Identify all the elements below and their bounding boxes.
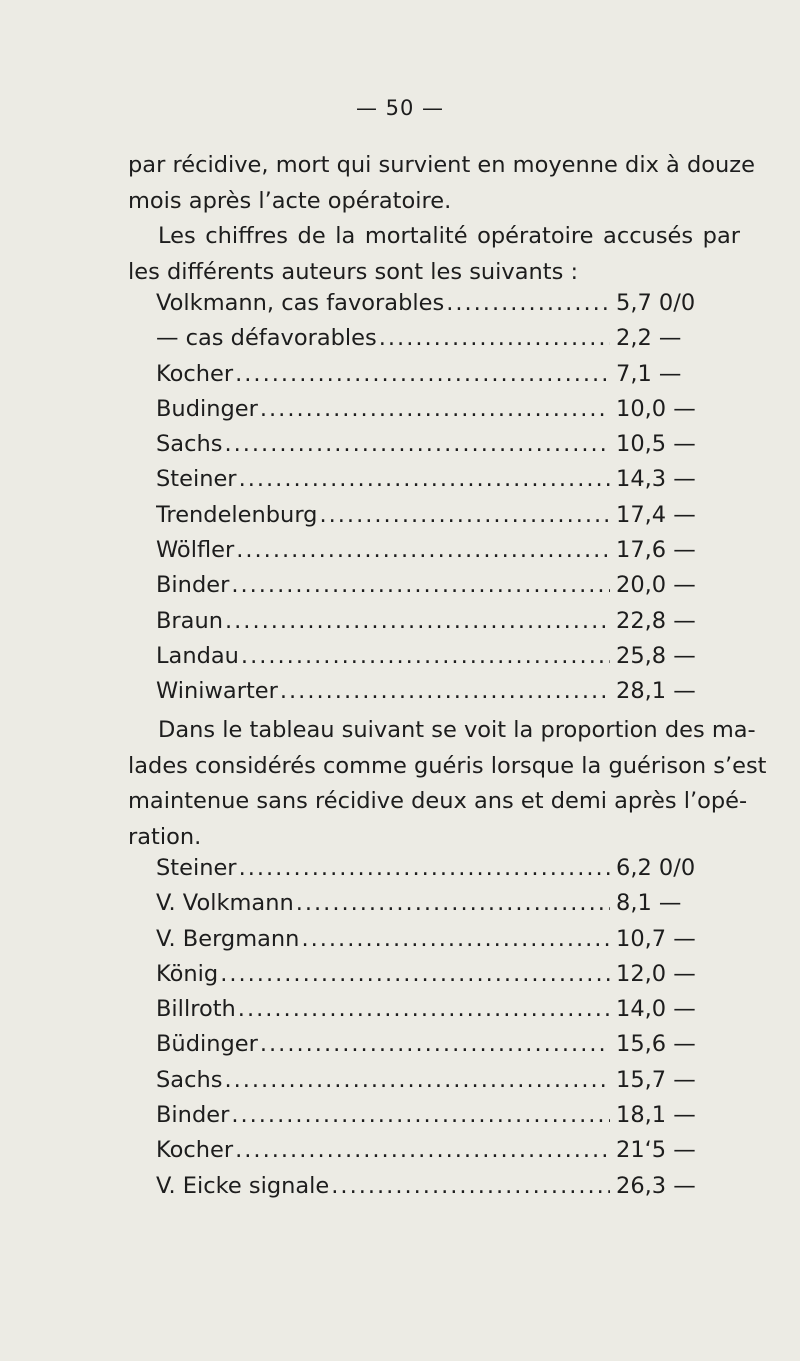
dot-leader: [260, 396, 610, 422]
table-row: [156, 890, 736, 925]
table-row: [156, 325, 736, 360]
percentage-value: 7,1 —: [616, 360, 682, 387]
mortality-table: [156, 290, 736, 714]
percentage-value: 17,4 —: [616, 501, 696, 528]
table-row: [156, 608, 736, 643]
dot-leader: [235, 1137, 610, 1163]
author-name: Sachs: [156, 431, 223, 458]
author-name: Landau: [156, 642, 239, 669]
dot-leader: [224, 1067, 610, 1093]
table-row: [156, 572, 736, 607]
table-row: [156, 855, 736, 890]
table-row: [156, 537, 736, 572]
percentage-value: 15,7 —: [616, 1066, 696, 1093]
paragraph-intro: [128, 148, 755, 219]
table-row: [156, 431, 736, 466]
percentage-value: 10,7 —: [616, 925, 696, 952]
percentage-value: 15,6 —: [616, 1031, 696, 1058]
author-name: Wölfler: [156, 537, 235, 564]
page-number: — 50 —: [355, 96, 445, 120]
percentage-value: 21‘5 —: [616, 1137, 696, 1164]
text-line: Dans le tableau suivant se voit la proportion des ma-: [158, 717, 756, 743]
table-row: [156, 502, 736, 537]
author-name: König: [156, 960, 219, 987]
author-name: Budinger: [156, 395, 258, 422]
text-line: Les chiffres de la mortalité opératoire accusés par: [158, 223, 740, 249]
percentage-value: 6,2 0/0: [616, 855, 696, 881]
percentage-value: 12,0 —: [616, 960, 696, 987]
table-row: [156, 643, 736, 678]
author-name: Büdinger: [156, 1031, 258, 1058]
table-row: [156, 361, 736, 396]
author-name: Trendelenburg: [156, 501, 318, 528]
author-name: Binder: [156, 572, 230, 599]
percentage-value: 18,1 —: [616, 1102, 696, 1129]
percentage-value: 26,3 —: [616, 1172, 696, 1199]
author-name: V. Volkmann: [156, 890, 294, 917]
percentage-value: 22,8 —: [616, 607, 696, 634]
author-name: Steiner: [156, 855, 237, 881]
percentage-value: 8,1 —: [616, 890, 682, 917]
table-row: [156, 1137, 736, 1172]
author-name: — cas défavorables: [156, 325, 377, 352]
author-name: Kocher: [156, 1137, 234, 1164]
table-row: [156, 1173, 736, 1208]
author-name: Braun: [156, 607, 223, 634]
text-line: les différents auteurs sont les suivants :: [128, 258, 579, 285]
dot-leader: [238, 996, 610, 1022]
table-row: [156, 1031, 736, 1066]
table-row: [156, 466, 736, 501]
cure-rate-table: [156, 855, 736, 1208]
paragraph-mortality: [128, 219, 740, 290]
percentage-value: 14,0 —: [616, 996, 696, 1023]
author-name: Sachs: [156, 1066, 223, 1093]
author-name: Kocher: [156, 360, 234, 387]
dot-leader: [239, 466, 610, 492]
table-row: [156, 1067, 736, 1102]
percentage-value: 5,7 0/0: [616, 290, 696, 316]
percentage-value: 25,8 —: [616, 642, 696, 669]
dot-leader: [239, 855, 610, 881]
dot-leader: [225, 608, 610, 634]
dot-leader: [241, 643, 610, 669]
text-line: maintenue sans récidive deux ans et demi après l’opé-: [128, 788, 748, 814]
paragraph-cure: [128, 713, 767, 855]
dot-leader: [296, 890, 610, 916]
percentage-value: 2,2 —: [616, 325, 682, 352]
text-line: ration.: [128, 823, 202, 850]
author-name: Steiner: [156, 466, 237, 493]
author-name: Winiwarter: [156, 678, 278, 705]
table-row: [156, 996, 736, 1031]
table-row: [156, 961, 736, 996]
percentage-value: 10,0 —: [616, 395, 696, 422]
dot-leader: [379, 325, 610, 351]
dot-leader: [231, 572, 610, 598]
percentage-value: 14,3 —: [616, 466, 696, 493]
dot-leader: [260, 1031, 610, 1057]
author-name: Billroth: [156, 996, 236, 1023]
table-row: [156, 1102, 736, 1137]
author-name: V. Bergmann: [156, 925, 300, 952]
author-name: V. Eicke signale: [156, 1172, 330, 1199]
dot-leader: [236, 537, 610, 563]
text-line: mois après l’acte opératoire.: [128, 187, 452, 214]
table-row: [156, 926, 736, 961]
dot-leader: [231, 1102, 610, 1128]
table-row: [156, 290, 736, 325]
table-row: [156, 678, 736, 713]
dot-leader: [280, 678, 610, 704]
dot-leader: [319, 502, 610, 528]
percentage-value: 20,0 —: [616, 572, 696, 599]
percentage-value: 10,5 —: [616, 431, 696, 458]
author-name: Binder: [156, 1102, 230, 1129]
percentage-value: 17,6 —: [616, 537, 696, 564]
dot-leader: [331, 1173, 610, 1199]
text-line: lades considérés comme guéris lorsque la guérison s’est: [128, 752, 767, 779]
dot-leader: [224, 431, 610, 457]
text-line: par récidive, mort qui survient en moyenne dix à douze: [128, 152, 755, 178]
author-name: Volkmann, cas favorables: [156, 290, 445, 316]
dot-leader: [235, 361, 610, 387]
dot-leader: [220, 961, 610, 987]
dot-leader: [301, 926, 610, 952]
percentage-value: 28,1 —: [616, 678, 696, 705]
dot-leader: [446, 290, 610, 316]
table-row: [156, 396, 736, 431]
